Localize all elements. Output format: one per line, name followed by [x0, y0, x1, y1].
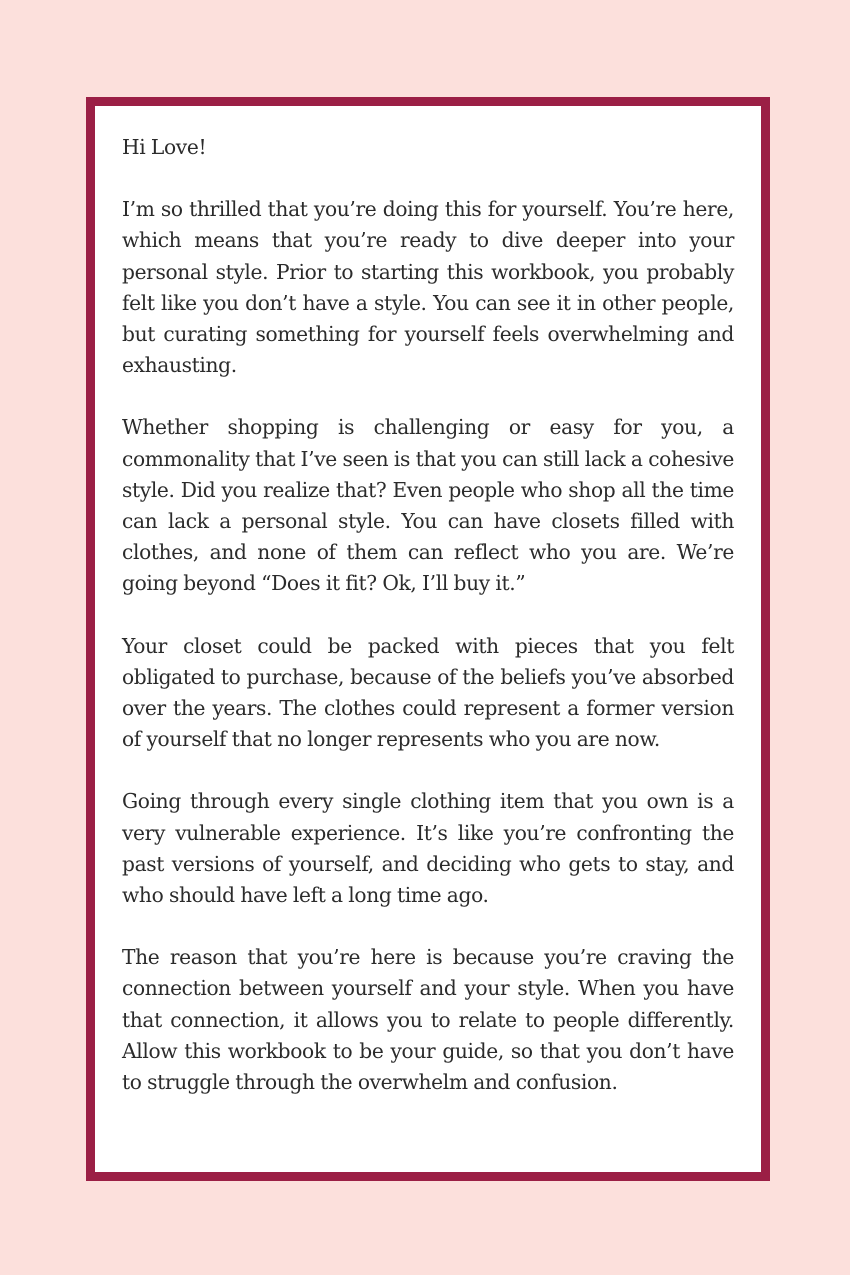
letter-greeting: Hi Love! [122, 135, 207, 159]
letter-frame [86, 97, 770, 1181]
letter-paragraph-4: Going through every single clothing item that you own is a very vulnerable experience. It’s like you’re confronting the past versions of yourself, and deciding who gets to stay, and who should have left a long time ago. [122, 789, 734, 908]
letter-body [122, 132, 734, 1098]
letter-paragraph-3: Your closet could be packed with pieces that you felt obligated to purchase, because of the beliefs you’ve absorbed over the years. The clothes could represent a former version of yourself that no longer represents who you are now. [122, 633, 734, 752]
letter-paragraph-2: Whether shopping is challenging or easy for you, a commonality that I’ve seen is that you can still lack a cohesive style. Did you realize that? Even people who shop all the time can lack a personal style. You can have closets filled with clothes, and none of them can reflect who you are. We’re going beyond “Does it fit? Ok, I’ll buy it.” [122, 415, 734, 596]
letter-paragraph-5: The reason that you’re here is because you’re craving the connection between yourself and your style. When you have that connection, it allows you to relate to people differently. Allow this workbook to be your guide, so that you don’t have to struggle through the overwhelm and confusion. [122, 945, 734, 1095]
letter-paragraph-1: I’m so thrilled that you’re doing this for yourself. You’re here, which means that you’re ready to dive deeper into your personal style. Prior to starting this workbook, you probably felt like you don’t have a style. You can see it in other people, but curating something for yourself feels overwhelming and exhausting. [122, 197, 734, 378]
